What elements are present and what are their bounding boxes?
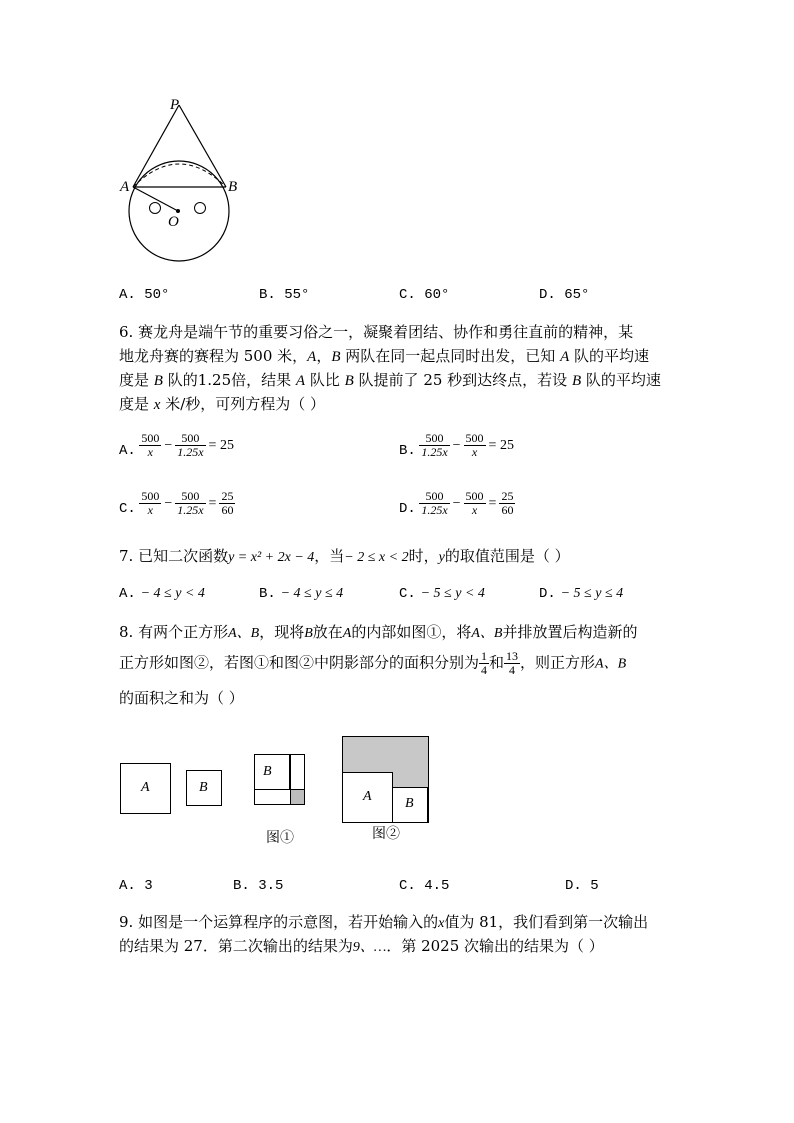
q5-option-a[interactable]: A. 50° (119, 287, 170, 303)
q6-line-1: 6. 赛龙舟是端午节的重要习俗之一，凝聚着团结、协作和勇往直前的精神，某 (119, 323, 634, 341)
figure-circle-cone (110, 95, 260, 265)
q5-option-d[interactable]: D. 65° (539, 287, 590, 303)
figure2-a-label: A (363, 789, 372, 804)
q8-option-d[interactable]: D. 5 (565, 878, 599, 894)
q8-option-c[interactable]: C. 4.5 (399, 878, 450, 894)
q7-option-d[interactable]: D. − 5 ≤ y ≤ 4 (539, 586, 624, 602)
q8-option-b[interactable]: B. 3.5 (233, 878, 284, 894)
figure1-shaded (291, 790, 304, 804)
q6-option-b[interactable]: B. $\frac{500}{1.25x}$ − $\frac{500}{x}$ = 25 (399, 431, 514, 459)
q6-line-3: 度是 B 队的1.25倍，结果 A 队比 B 队提前了 25 秒到达终点，若设 B 队的平均速 (119, 371, 661, 389)
figure2-b-label: B (405, 796, 414, 811)
q7-stem: 7. 已知二次函数y = x² + 2x − 4，当− 2 ≤ x < 2时，y的取值范围是（ ） (119, 547, 570, 565)
dashed-arc (133, 164, 226, 187)
label-a: A (120, 179, 130, 195)
figure2-shaded-right (393, 770, 428, 787)
q6-line-2: 地龙舟赛的赛程为 500 米，A，B 两队在同一起点同时出发，已知 A 队的平均速 (119, 347, 650, 365)
figure1-inner-b (254, 754, 290, 790)
center-dot (176, 209, 180, 213)
figure1-b-label: B (263, 764, 272, 779)
q9-line-2: 的结果为 27．第二次输出的结果为9、…．第 2025 次输出的结果为（ ） (119, 937, 604, 955)
square-a-label: A (141, 780, 150, 795)
q7-option-c[interactable]: C. − 5 ≤ y < 4 (399, 586, 485, 602)
q7-option-b[interactable]: B. − 4 ≤ y ≤ 4 (259, 586, 344, 602)
q9-line-1: 9. 如图是一个运算程序的示意图，若开始输入的x值为 81，我们看到第一次输出 (119, 913, 649, 931)
q6-option-d[interactable]: D. $\frac{500}{1.25x}$ − $\frac{500}{x}$ = $\frac{25}{60}$ (399, 489, 514, 517)
q8-line-3: 的面积之和为（ ） (119, 689, 244, 707)
q6-option-c[interactable]: C. $\frac{500}{x}$ − $\frac{500}{1.25x}$ = $\frac{25}{60}$ (119, 489, 234, 517)
line-pa (133, 105, 179, 187)
q8-line-2: 正方形如图②，若图①和图②中阴影部分的面积分别为 $\frac{1}{4}$ 和 $\frac{13}{4}$ ，则正方形A、B (119, 649, 627, 677)
q6-option-a[interactable]: A. $\frac{500}{x}$ − $\frac{500}{1.25x}$ = 25 (119, 431, 234, 459)
figure1-caption: 图① (266, 830, 294, 846)
label-o: O (168, 214, 179, 230)
line-pb (179, 105, 226, 187)
q5-option-c[interactable]: C. 60° (399, 287, 450, 303)
q8-option-a[interactable]: A. 3 (119, 878, 153, 894)
left-eye (150, 203, 161, 214)
figure2-shaded (343, 737, 428, 772)
q5-option-b[interactable]: B. 55° (259, 287, 310, 303)
line-ao (133, 187, 178, 211)
figure2-caption: 图② (372, 826, 400, 842)
label-b: B (228, 179, 238, 195)
label-p: P (170, 97, 180, 113)
right-eye (195, 203, 206, 214)
q8-line-1: 8. 有两个正方形A、B，现将B放在A的内部如图①，将A、B并排放置后构造新的 (119, 623, 638, 641)
q7-option-a[interactable]: A. − 4 ≤ y < 4 (119, 586, 205, 602)
q6-line-4: 度是 x 米/秒，可列方程为（ ） (119, 395, 326, 413)
square-b-label: B (199, 780, 208, 795)
